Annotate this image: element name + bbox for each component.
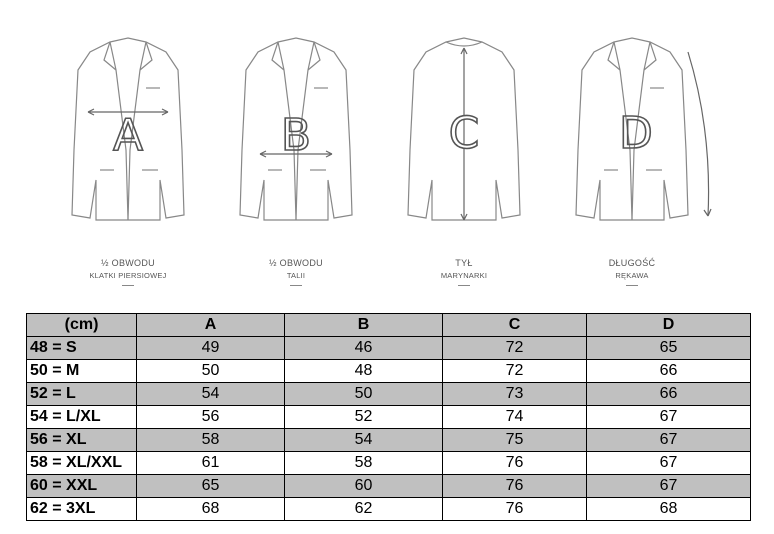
figure-letter-d: D — [619, 108, 653, 159]
table-row — [27, 406, 751, 429]
jacket-front-icon — [48, 30, 208, 230]
jacket-front-icon — [216, 30, 376, 230]
caption-d — [552, 258, 712, 286]
table-header-row — [27, 314, 751, 337]
figure-letter-c: C — [448, 108, 480, 159]
size-label: 58 = XL/XXL — [27, 452, 137, 475]
cell-a: 54 — [137, 383, 285, 406]
caption-main: ½ OBWODU — [101, 258, 155, 268]
cell-d: 66 — [587, 383, 751, 406]
caption-sub: MARYNARKI — [440, 271, 488, 280]
cell-c: 74 — [443, 406, 587, 429]
jacket-front-waist-figure — [216, 30, 376, 230]
cell-a: 50 — [137, 360, 285, 383]
cell-c: 76 — [443, 452, 587, 475]
size-label: 60 = XXL — [27, 475, 137, 498]
caption-b — [216, 258, 376, 286]
table-row — [27, 360, 751, 383]
size-label: 56 = XL — [27, 429, 137, 452]
header-b: B — [285, 314, 443, 337]
cell-a: 68 — [137, 498, 285, 521]
size-label: 62 = 3XL — [27, 498, 137, 521]
caption-c — [384, 258, 544, 286]
cell-d: 65 — [587, 337, 751, 360]
size-label: 50 = M — [27, 360, 137, 383]
cell-a: 56 — [137, 406, 285, 429]
cell-b: 54 — [285, 429, 443, 452]
figure-letter-b: B — [280, 110, 312, 161]
cell-c: 76 — [443, 498, 587, 521]
size-table — [26, 313, 751, 521]
header-a: A — [137, 314, 285, 337]
cell-c: 72 — [443, 360, 587, 383]
caption-main: DŁUGOŚĆ — [608, 258, 656, 268]
figure-letter-a: A — [112, 110, 144, 161]
cell-d: 68 — [587, 498, 751, 521]
table-row — [27, 498, 751, 521]
jacket-front-chest-figure — [48, 30, 208, 230]
caption-sub: RĘKAWA — [615, 271, 649, 280]
cell-c: 76 — [443, 475, 587, 498]
caption-dash — [458, 285, 470, 286]
caption-dash — [626, 285, 638, 286]
cell-a: 49 — [137, 337, 285, 360]
caption-a — [48, 258, 208, 286]
jacket-back-icon — [384, 30, 544, 230]
table-row — [27, 337, 751, 360]
size-label: 48 = S — [27, 337, 137, 360]
cell-b: 52 — [285, 406, 443, 429]
jacket-sleeve-figure — [552, 30, 712, 230]
cell-a: 58 — [137, 429, 285, 452]
cell-b: 50 — [285, 383, 443, 406]
cell-b: 48 — [285, 360, 443, 383]
caption-dash — [122, 285, 134, 286]
cell-b: 60 — [285, 475, 443, 498]
cell-d: 67 — [587, 429, 751, 452]
caption-main: TYŁ — [455, 258, 473, 268]
caption-dash — [290, 285, 302, 286]
table-row — [27, 452, 751, 475]
table-row — [27, 475, 751, 498]
cell-c: 73 — [443, 383, 587, 406]
caption-sub: TALII — [286, 271, 306, 280]
cell-b: 46 — [285, 337, 443, 360]
cell-d: 67 — [587, 406, 751, 429]
size-label: 54 = L/XL — [27, 406, 137, 429]
jacket-front-icon — [552, 30, 712, 230]
header-d: D — [587, 314, 751, 337]
cell-d: 67 — [587, 475, 751, 498]
header-unit: (cm) — [27, 314, 137, 337]
cell-d: 67 — [587, 452, 751, 475]
size-label: 52 = L — [27, 383, 137, 406]
cell-a: 65 — [137, 475, 285, 498]
cell-d: 66 — [587, 360, 751, 383]
table-row — [27, 383, 751, 406]
cell-b: 58 — [285, 452, 443, 475]
caption-main: ½ OBWODU — [269, 258, 323, 268]
caption-sub: KLATKI PIERSIOWEJ — [89, 271, 167, 280]
table-row — [27, 429, 751, 452]
header-c: C — [443, 314, 587, 337]
cell-c: 72 — [443, 337, 587, 360]
jacket-back-figure — [384, 30, 544, 230]
cell-a: 61 — [137, 452, 285, 475]
cell-b: 62 — [285, 498, 443, 521]
cell-c: 75 — [443, 429, 587, 452]
